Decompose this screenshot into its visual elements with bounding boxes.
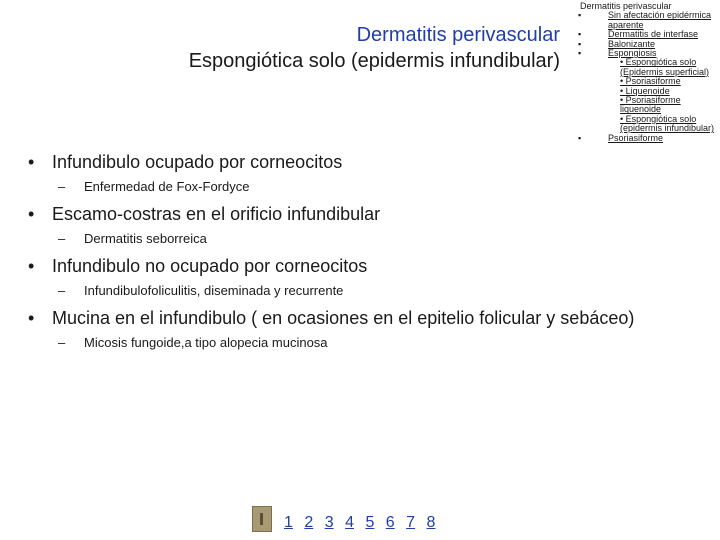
sub-item: – Infundibulofoliculitis, diseminada y recurrente: [58, 283, 344, 298]
page-link[interactable]: 2: [304, 514, 314, 531]
sub-mark: –: [58, 179, 66, 194]
page-navigator: [252, 506, 442, 532]
sub-mark: –: [58, 231, 66, 246]
bullet-dot: ▪: [578, 10, 582, 21]
page-link[interactable]: 5: [365, 514, 375, 531]
page-subtitle: Espongiótica solo (epidermis infundibular): [188, 50, 560, 72]
bullet-mark: •: [28, 308, 35, 328]
bullet-dot: ▪: [578, 132, 582, 143]
bullet-mark: •: [28, 152, 35, 172]
bullet-mark: •: [28, 256, 35, 276]
bullet-dot: ▪: [578, 48, 582, 59]
page-link[interactable]: 7: [406, 514, 416, 531]
page-link[interactable]: 1: [284, 514, 293, 531]
nav-item[interactable]: [568, 134, 718, 143]
bullet-item: • Infundibulo no ocupado por corneocitos: [28, 256, 368, 276]
nav-item[interactable]: [568, 49, 718, 58]
slide-body: [28, 150, 718, 352]
sub-item: – Enfermedad de Fox-Fordyce: [58, 179, 250, 194]
bullet-mark: •: [28, 204, 35, 224]
nav-sublink[interactable]: • Espongiótica solo (Epidermis superficial): [620, 57, 710, 77]
nav-sublink[interactable]: • Espongiótica solo (epidermis infundibular): [620, 113, 715, 134]
nav-link[interactable]: Sin afectación epidérmica aparente: [608, 10, 712, 30]
bullet-item: • Mucina en el infundibulo ( en ocasiones en el epitelio folicular y sebáceo): [28, 308, 635, 328]
nav-link[interactable]: Balonizante: [608, 38, 656, 49]
nav-subitems: [568, 58, 718, 133]
nav-item[interactable]: [568, 11, 718, 30]
slide-icon[interactable]: [252, 506, 272, 532]
nav-sublink[interactable]: • Liquenoide: [620, 85, 670, 96]
sub-mark: –: [58, 283, 66, 298]
nav-link[interactable]: Espongiosis: [608, 48, 657, 59]
bullet-item: • Infundibulo ocupado por corneocitos: [28, 152, 343, 172]
page-link[interactable]: 6: [385, 514, 395, 531]
nav-link[interactable]: Dermatitis de interfase: [608, 29, 699, 40]
slide-title: [140, 22, 560, 74]
sub-item: – Dermatitis seborreica: [58, 231, 207, 246]
bullet-dot: ▪: [578, 38, 582, 49]
page-link[interactable]: 8: [426, 514, 436, 531]
sub-item: – Micosis fungoide,a tipo alopecia mucinosa: [58, 335, 328, 350]
nav-sublink[interactable]: • Psoriasiforme liquenoide: [620, 95, 681, 115]
page-link[interactable]: 3: [324, 514, 334, 531]
page-title: Dermatitis perivascular: [356, 24, 560, 46]
nav-header: Dermatitis perivascular: [580, 1, 672, 11]
nav-link[interactable]: Psoriasiforme: [608, 132, 664, 143]
bullet-item: • Escamo-costras en el orificio infundibular: [28, 204, 381, 224]
bullet-dot: ▪: [578, 29, 582, 40]
page-link[interactable]: 4: [345, 514, 354, 531]
sub-mark: –: [58, 335, 66, 350]
nav-outline: [568, 2, 718, 143]
nav-sublink[interactable]: • Psoriasiforme: [620, 76, 681, 87]
page-links: [284, 514, 442, 532]
